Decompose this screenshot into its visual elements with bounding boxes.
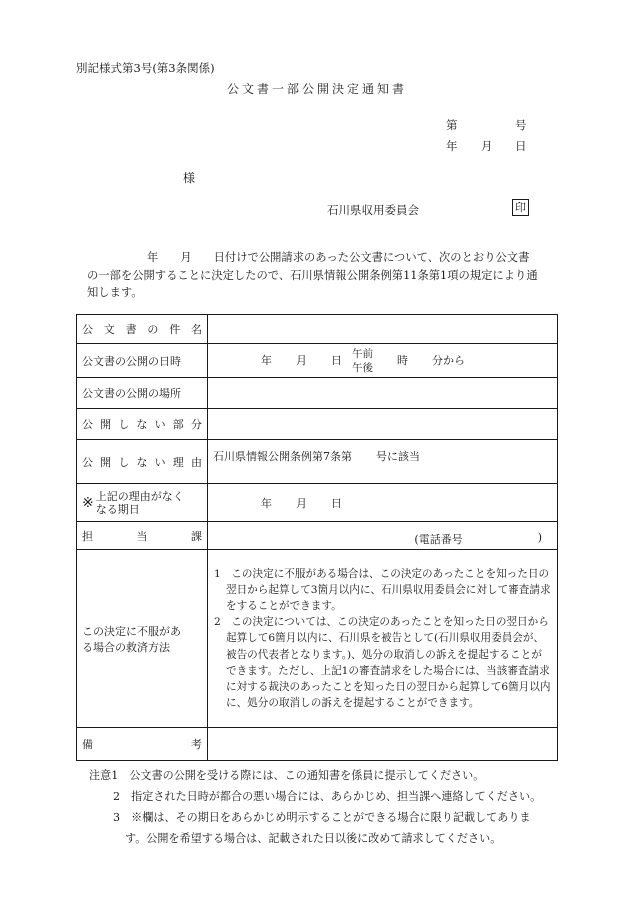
expiry-label — [77, 484, 208, 522]
row-document-name — [77, 315, 558, 344]
notes-section — [89, 765, 541, 849]
row-undisclosed-reason — [77, 440, 558, 484]
intro-line-1 — [87, 249, 557, 267]
intro-year: 年 — [147, 251, 159, 264]
note-2: 2 指定された日時が都合の悪い場合には、あらかじめ、担当課へ連絡してください。 — [113, 790, 542, 803]
datetime-value[interactable] — [208, 344, 558, 378]
expiry-year: 年 — [261, 496, 272, 510]
expiry-label-line-1: 上記の理由がなく — [95, 489, 184, 503]
phone-line — [213, 531, 552, 547]
reason-suffix: 号に該当 — [376, 450, 420, 463]
phone-open: (電話番号 — [414, 533, 463, 546]
label-char: 開 — [100, 455, 112, 469]
label-char: な — [136, 418, 148, 431]
remedy-value — [208, 550, 558, 728]
committee-name: 石川県収用委員会 — [327, 203, 419, 217]
label-char: 部 — [172, 418, 184, 431]
datetime-label: 公文書の公開の日時 — [77, 344, 208, 378]
expiry-day: 日 — [331, 496, 342, 510]
remarks-label-text — [82, 736, 202, 752]
label-char: い — [154, 455, 166, 469]
row-disclosure-place — [77, 378, 558, 409]
remedy-item-2: 2 この決定については、この決定のあったことを知った日の翌日から起算して6箇月以内に、石川県を被告として(石川県収用委員会が、被告の代表者となります。)、処分の取消しの訴えを提起することができます。ただし、上記1の審査請求をした場合には、当該審査請求に対する裁決のあったことを知った日の翌日から起算して6箇月以内に、処分の取消しの訴えを提起することができます。 — [214, 616, 551, 710]
label-char: い — [154, 418, 166, 431]
note-3-line-1: 3 ※欄は、その期日をあらかじめ明示することができる場合に限り記載してありま — [113, 811, 531, 824]
label-char: 由 — [190, 455, 202, 469]
remedy-label-line-1: この決定に不服があ — [82, 624, 181, 638]
doc-name-label — [77, 315, 208, 344]
doc-name-label-text — [82, 321, 202, 337]
note-1: 注意1 公文書の公開を受ける際には、この通知書を係員に提示してください。 — [89, 769, 485, 782]
label-char: 分 — [190, 418, 202, 431]
label-char: 担 — [82, 529, 93, 543]
place-value[interactable] — [208, 378, 558, 409]
disclosure-table — [76, 314, 558, 761]
row-undisclosed-part — [77, 409, 558, 440]
undisclosed-part-label — [77, 409, 208, 440]
datetime-hour: 時 — [397, 353, 408, 367]
note-3-line-2: す。公開を希望する場合は、記載された日以後に改めて請求してください。 — [125, 832, 502, 845]
row-responsible-section — [77, 522, 558, 550]
label-char: 考 — [191, 738, 202, 751]
remedy-item-1: 1 この決定に不服がある場合は、この決定のあったことを知った日の翌日から起算して3箇月以内に、石川県収用委員会に対して審査請求をすることができます。 — [214, 567, 551, 612]
header-day: 日 — [515, 139, 527, 153]
undisclosed-reason-label — [77, 440, 208, 484]
label-char: 件 — [169, 323, 181, 336]
label-char: の — [147, 323, 159, 336]
label-char: 当 — [136, 529, 148, 543]
asterisk-mark: ※ — [82, 494, 94, 511]
remarks-label — [77, 728, 208, 761]
intro-paragraph — [87, 249, 557, 302]
expiry-label-line-2: なる期日 — [95, 502, 140, 516]
undisclosed-part-label-text — [82, 416, 202, 432]
undisclosed-reason-value[interactable] — [208, 440, 558, 484]
header-month: 月 — [481, 139, 493, 153]
pm-label: 午後 — [352, 361, 373, 374]
datetime-month: 月 — [296, 353, 307, 367]
intro-line-3: 知します。 — [87, 286, 143, 299]
expiry-month: 月 — [296, 496, 307, 510]
row-disclosure-datetime — [77, 344, 558, 378]
undisclosed-part-value[interactable] — [208, 409, 558, 440]
seal-mark: 印 — [512, 199, 529, 216]
label-char: 課 — [191, 529, 202, 543]
reason-prefix: 石川県情報公開条例第7条第 — [213, 450, 352, 463]
undisclosed-reason-label-text — [82, 454, 202, 470]
document-title: 公文書一部公開決定通知書 — [227, 82, 408, 96]
number-suffix: 号 — [515, 118, 527, 132]
intro-line-1-text: 日付けで公開請求のあった公文書について、次のとおり公文書 — [213, 251, 530, 264]
number-prefix: 第 — [446, 118, 458, 132]
row-remarks — [77, 728, 558, 761]
datetime-year: 年 — [261, 353, 272, 367]
row-expiry-date — [77, 484, 558, 522]
label-char: 公 — [82, 323, 93, 336]
label-char: 名 — [190, 323, 202, 336]
doc-name-value[interactable] — [208, 315, 558, 344]
label-char: 備 — [82, 738, 93, 751]
expiry-label-wrap — [82, 490, 202, 516]
section-label-text — [82, 528, 202, 544]
am-label: 午前 — [352, 347, 373, 360]
label-char: 開 — [100, 418, 112, 431]
datetime-day: 日 — [331, 353, 342, 367]
expiry-value[interactable] — [208, 484, 558, 522]
expiry-label-text — [96, 490, 184, 516]
remedy-label — [77, 550, 208, 728]
header-year: 年 — [446, 139, 458, 153]
label-char: し — [118, 418, 130, 431]
phone-close: ) — [537, 531, 542, 544]
form-number: 別記様式第3号(第3条関係) — [76, 61, 215, 75]
section-value[interactable] — [208, 522, 558, 550]
place-label: 公文書の公開の場所 — [77, 378, 208, 409]
row-remedy — [77, 550, 558, 728]
am-pm-options — [352, 347, 373, 375]
label-char: 文 — [103, 323, 115, 336]
intro-month: 月 — [180, 251, 192, 264]
addressee-honorific: 様 — [183, 171, 196, 185]
label-char: 理 — [172, 455, 184, 469]
remarks-value[interactable] — [208, 728, 558, 761]
intro-line-2: の一部を公開することに決定したので、石川県情報公開条例第11条第1項の規定により通 — [87, 268, 538, 282]
label-char: な — [136, 455, 148, 469]
remedy-label-line-2: る場合の救済方法 — [82, 640, 170, 654]
label-char: 公 — [82, 418, 93, 431]
datetime-minute: 分から — [432, 353, 465, 367]
label-char: 書 — [125, 323, 137, 336]
label-char: し — [118, 455, 130, 469]
label-char: 公 — [82, 455, 93, 469]
section-label — [77, 522, 208, 550]
